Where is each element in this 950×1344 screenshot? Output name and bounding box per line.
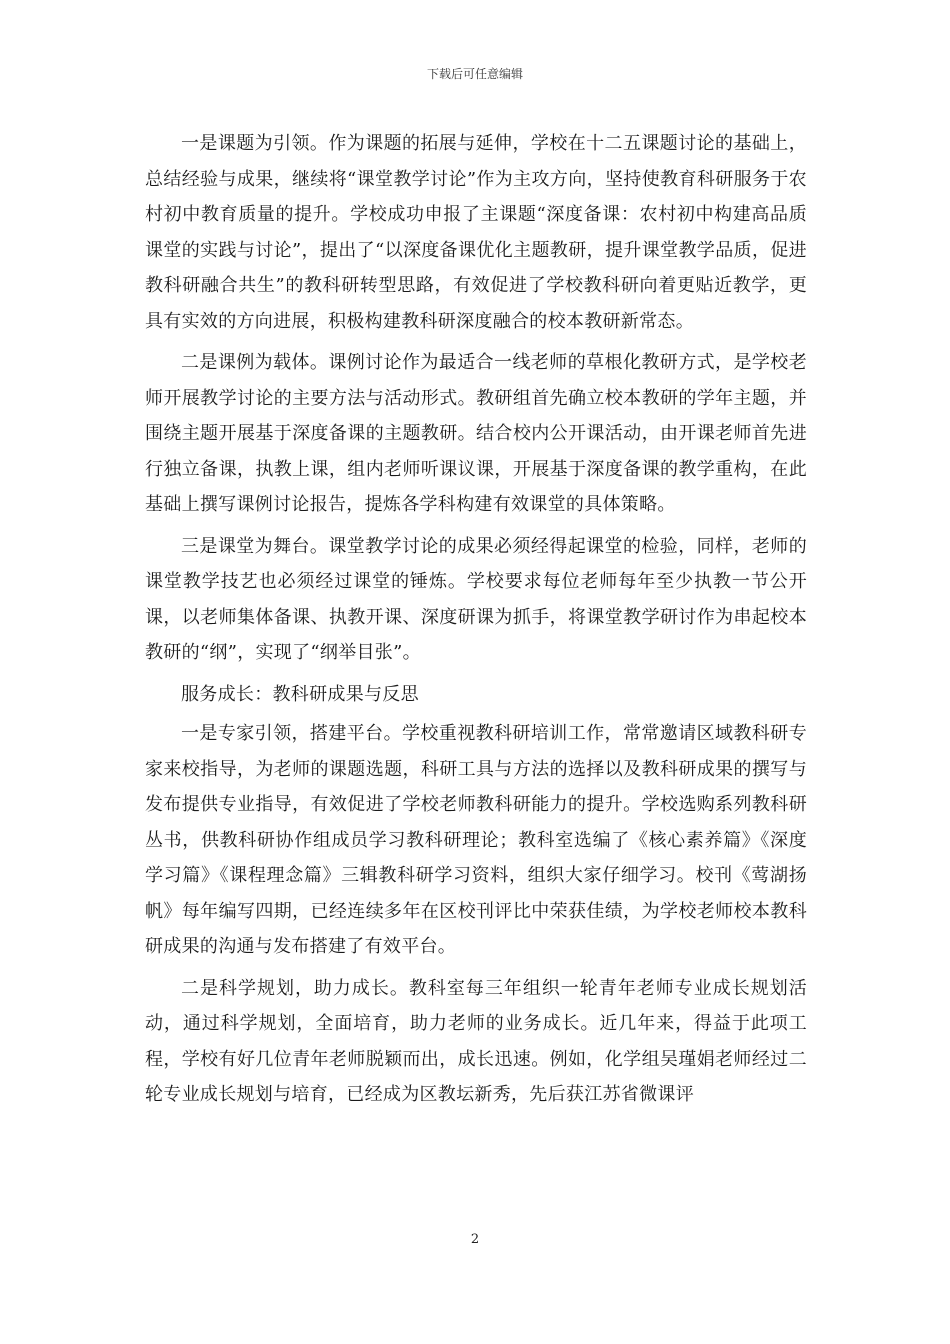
paragraph-scientific-planning: 二是科学规划，助力成长。教科室每三年组织一轮青年老师专业成长规划活动，通过科学规划，全面培育，助力老师的业务成长。近几年来，得益于此项工程，学校有好几位青年老师脱颖而出，成长迅速。例如，化学组吴瑾娟老师经过二轮专业成长规划与培育，已经成为区教坛新秀，先后获江苏省微课评 <box>145 977 807 1105</box>
document-body <box>145 126 807 1119</box>
paragraph-topic-guidance: 一是课题为引领。作为课题的拓展与延伸，学校在十二五课题讨论的基础上，总结经验与成果，继续将“课堂教学讨论”作为主攻方向，坚持使教育科研服务于农村初中教育质量的提升。学校成功申报了主课题“深度备课：农村初中构建高品质课堂的实践与讨论”，提出了“以深度备课优化主题教研，提升课堂教学品质，促进教科研融合共生”的教科研转型思路，有效促进了学校教科研向着更贴近教学，更具有实效的方向进展，积极构建教科研深度融合的校本教研新常态。 <box>145 133 807 332</box>
page-number: 2 <box>470 1232 480 1247</box>
paragraph-expert-guidance: 一是专家引领，搭建平台。学校重视教科研培训工作，常常邀请区域教科研专家来校指导，为老师的课题选题，科研工具与方法的选择以及教科研成果的撰写与发布提供专业指导，有效促进了学校老师教科研能力的提升。学校选购系列教科研丛书，供教科研协作组成员学习教科研理论；教科室选编了《核心素养篇》《深度学习篇》《课程理念篇》三辑教科研学习资料，组织大家仔细学习。校刊《莺湖扬帆》每年编写四期，已经连续多年在区校刊评比中荣获佳绩，为学校老师校本教科研成果的沟通与发布搭建了有效平台。 <box>145 723 807 957</box>
paragraph-lesson-study: 二是课例为载体。课例讨论作为最适合一线老师的草根化教研方式，是学校老师开展教学讨论的主要方法与活动形式。教研组首先确立校本教研的学年主题，并围绕主题开展基于深度备课的主题教研。结合校内公开课活动，由开课老师首先进行独立备课，执教上课，组内老师听课议课，开展基于深度备课的教学重构，在此基础上撰写课例讨论报告，提炼各学科构建有效课堂的具体策略。 <box>145 352 807 515</box>
page-header: 下载后可任意编辑 <box>426 67 523 81</box>
paragraph-classroom-stage: 三是课堂为舞台。课堂教学讨论的成果必须经得起课堂的检验，同样，老师的课堂教学技艺也必须经过课堂的锤炼。学校要求每位老师每年至少执教一节公开课，以老师集体备课、执教开课、深度研课为抓手，将课堂教学研讨作为串起校本教研的“纲”，实现了“纲举目张”。 <box>145 535 807 663</box>
section-heading: 服务成长：教科研成果与反思 <box>181 683 419 705</box>
